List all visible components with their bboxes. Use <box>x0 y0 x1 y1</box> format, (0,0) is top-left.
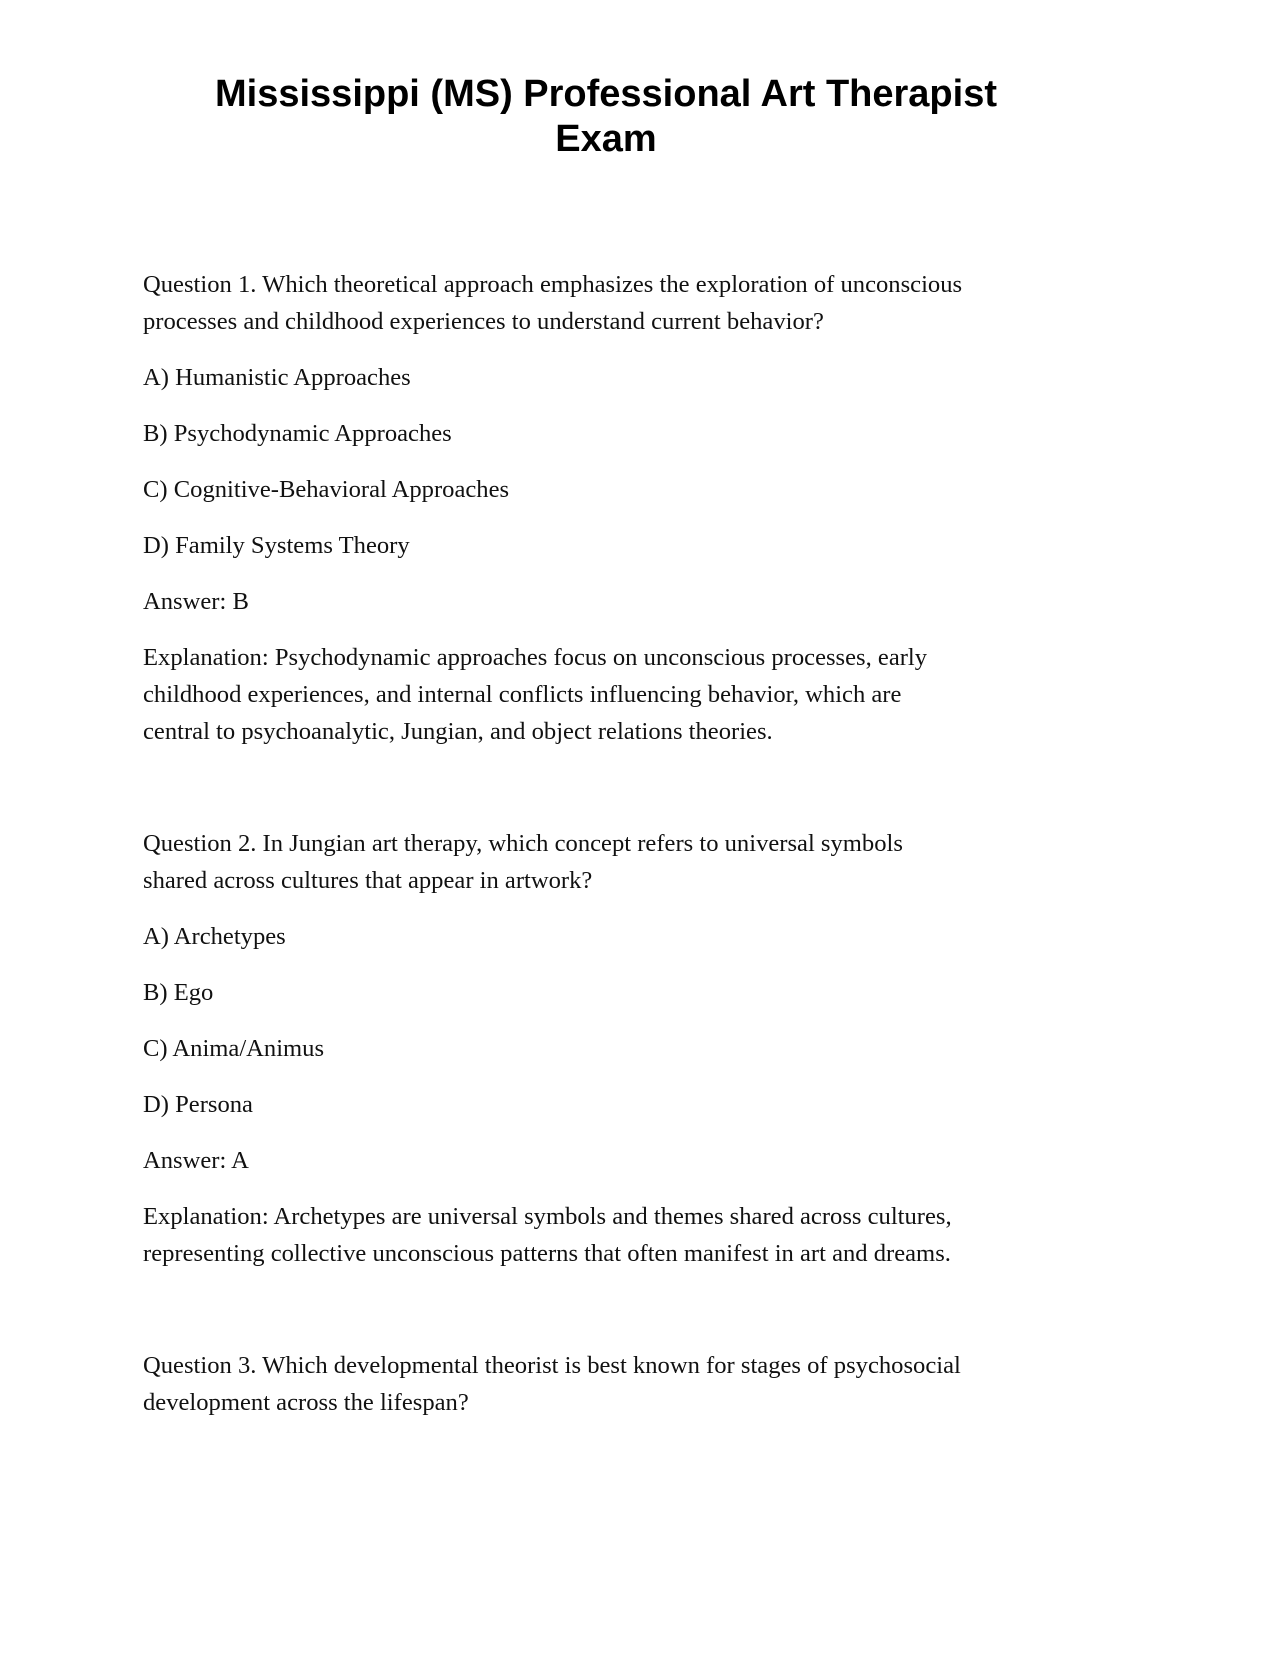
option-c: C) Anima/Animus <box>143 1035 325 1062</box>
option-d: D) Persona <box>143 1091 253 1118</box>
question-text <box>143 266 1143 340</box>
question-block-3 <box>143 1347 1143 1421</box>
explanation <box>143 639 1143 750</box>
option-c: C) Cognitive-Behavioral Approaches <box>143 476 510 503</box>
text-line: Explanation: Archetypes are universal symbols and themes shared across cultures, <box>143 1203 952 1230</box>
text-line: representing collective unconscious patterns that often manifest in art and dreams. <box>143 1240 951 1267</box>
explanation <box>143 1198 1143 1272</box>
answer: Answer: A <box>143 1147 249 1174</box>
text-line: central to psychoanalytic, Jungian, and object relations theories. <box>143 718 773 745</box>
question-text <box>143 1347 1143 1421</box>
text-line: Question 2. In Jungian art therapy, which concept refers to universal symbols <box>143 830 903 857</box>
text-line: Question 1. Which theoretical approach emphasizes the exploration of unconscious <box>143 271 963 298</box>
question-text <box>143 825 1143 899</box>
answer: Answer: B <box>143 588 249 615</box>
question-block-2 <box>143 825 1143 1272</box>
text-line: childhood experiences, and internal conflicts influencing behavior, which are <box>143 681 902 708</box>
option-b: B) Psychodynamic Approaches <box>143 420 452 447</box>
title-line: Mississippi (MS) Professional Art Therapist <box>215 73 997 115</box>
text-line: processes and childhood experiences to understand current behavior? <box>143 308 824 335</box>
text-line: Question 3. Which developmental theorist is best known for stages of psychosocial <box>143 1352 961 1379</box>
option-a: A) Archetypes <box>143 923 286 950</box>
text-line: development across the lifespan? <box>143 1389 469 1416</box>
text-line: shared across cultures that appear in artwork? <box>143 867 593 894</box>
document-body <box>143 266 1143 1440</box>
question-block-1 <box>143 266 1143 750</box>
option-b: B) Ego <box>143 979 214 1006</box>
document-title <box>0 72 1212 162</box>
title-line: Exam <box>555 118 657 160</box>
option-a: A) Humanistic Approaches <box>143 364 411 391</box>
option-d: D) Family Systems Theory <box>143 532 410 559</box>
text-line: Explanation: Psychodynamic approaches focus on unconscious processes, early <box>143 644 928 671</box>
